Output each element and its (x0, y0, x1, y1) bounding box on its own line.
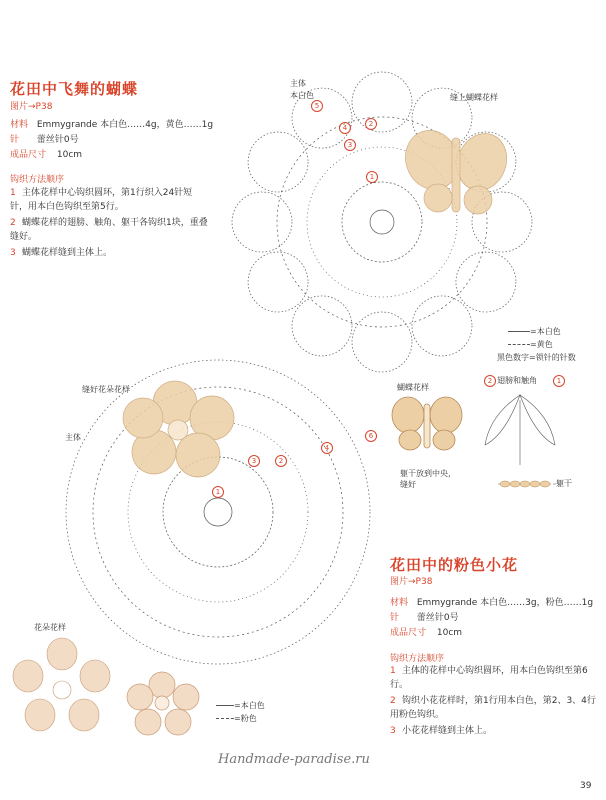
antenna-number: 1 (553, 375, 565, 387)
flower-materials (390, 596, 593, 611)
flower-size (390, 626, 462, 641)
materials-label: 材料 (10, 120, 29, 130)
wings-antenna-label: 翅膀和触角 (497, 376, 537, 385)
flower-legend-white: =本白色 (216, 700, 265, 711)
sew-flower-label-1: 缝好花朵花样 (82, 385, 130, 394)
size-value: 10cm (436, 628, 463, 638)
flower-row-marker-3: 3 (248, 455, 260, 467)
materials-label: 材料 (390, 598, 409, 608)
butterfly-motif-title: 蝴蝶花样 (397, 383, 429, 392)
needle-label: 针 (10, 135, 20, 145)
row-marker-5: 5 (311, 100, 323, 112)
step-text: 主体的花样中心钩织圆环，用本白色钩织至第6行。 (390, 666, 588, 690)
size-label: 成品尺寸 (10, 150, 47, 160)
step-item (390, 694, 596, 722)
step-number: 3 (10, 248, 16, 258)
page-number: 39 (580, 781, 592, 791)
step-text: 蝴蝶花样的翅膀、触角、躯干各钩织1块，重叠缝好。 (10, 218, 208, 242)
step-item (390, 664, 596, 692)
row-marker-1: 1 (366, 171, 378, 183)
materials-value: Emmygrande 本白色……4g，黄色……1g (36, 120, 214, 130)
flower-method-title: 钩织方法顺序 (390, 654, 445, 664)
flower-needle (390, 611, 459, 626)
step-number: 1 (10, 188, 16, 198)
wing-number: 2 (484, 375, 496, 387)
legend-white: =本白色 (508, 326, 561, 337)
step-number: 1 (390, 666, 396, 676)
size-label: 成品尺寸 (390, 628, 427, 638)
flower-main-label: 主体 (65, 433, 81, 442)
step-number: 3 (390, 726, 396, 736)
butterfly-title: 花田中飞舞的蝴蝶 (10, 80, 139, 98)
legend-chain-note: 黑色数字=锁针的针数 (497, 353, 576, 362)
step-text: 钩织小花花样时，第1行用本白色，第2、3、4行用粉色钩织。 (390, 696, 596, 720)
needle-value: 蕾丝针0号 (416, 613, 459, 623)
size-value: 10cm (56, 150, 83, 160)
materials-value: Emmygrande 本白色……3g，粉色……1g (416, 598, 594, 608)
body-center-label: 躯干放到中央，缝好 (400, 469, 456, 489)
row-marker-4: 4 (339, 122, 351, 134)
step-text: 主体花样中心钩织圆环，第1行织入24针短针，用本白色钩织至第5行。 (10, 188, 193, 212)
watermark: Handmade-paradise.ru (218, 752, 370, 767)
step-number: 2 (10, 218, 16, 228)
flower-row-marker-2: 2 (275, 455, 287, 467)
flower-row-marker-4: 4 (321, 442, 333, 454)
flower-steps (390, 664, 596, 738)
step-text: 小花花样缝到主体上。 (402, 726, 493, 736)
flower-row-marker-1: 1 (212, 486, 224, 498)
diagram-main-color-label: 本白色 (290, 91, 314, 100)
row-marker-3: 3 (344, 139, 356, 151)
flower-legend-pink: =粉色 (216, 713, 257, 724)
step-item (390, 724, 596, 738)
flower-page-ref: 图片→P38 (390, 577, 433, 587)
step-text: 蝴蝶花样缝到主体上。 (22, 248, 113, 258)
legend-yellow: =黄色 (508, 339, 553, 350)
butterfly-method-title: 钩织方法顺序 (10, 175, 65, 185)
diagram-main-label: 主体 (290, 79, 306, 88)
flower-title: 花田中的粉色小花 (390, 556, 519, 574)
flower-row-marker-6: 6 (365, 430, 377, 442)
body-label: 躯干 (556, 479, 572, 488)
flower-motif-label: 花朵花样 (34, 623, 66, 632)
needle-label: 针 (390, 613, 400, 623)
butterfly-page-ref: 图片→P38 (10, 102, 53, 112)
row-marker-2: 2 (365, 118, 377, 130)
needle-value: 蕾丝针0号 (36, 135, 79, 145)
step-number: 2 (390, 696, 396, 706)
diagram-sew-butterfly-label: 缝上蝴蝶花样 (450, 93, 498, 102)
